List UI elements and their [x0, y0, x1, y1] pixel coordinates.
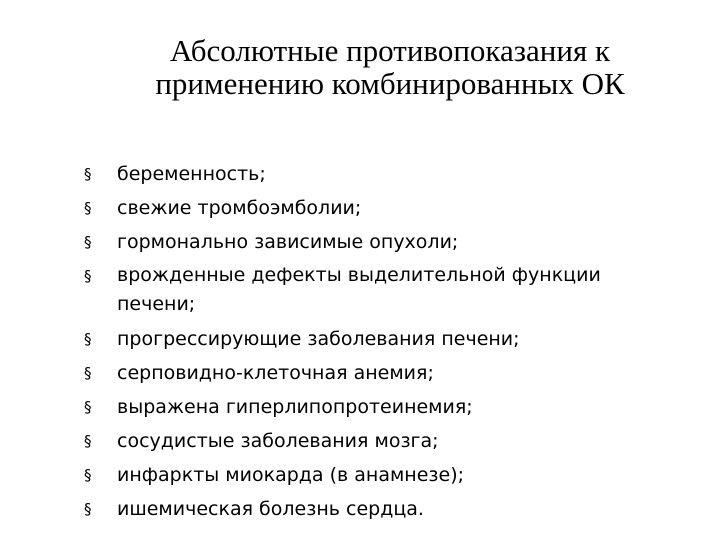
list-item	[84, 390, 694, 424]
list-item	[84, 191, 694, 225]
list-item	[84, 424, 694, 458]
list-item-text: ишемическая болезнь сердца.	[117, 498, 424, 520]
contraindications-list	[84, 157, 694, 526]
list-item-text: гормонально зависимые опухоли;	[117, 231, 459, 253]
section-bullet-icon: §	[84, 432, 92, 450]
section-bullet-icon: §	[84, 233, 92, 251]
section-bullet-icon: §	[84, 165, 92, 183]
list-item-text: прогрессирующие заболевания печени;	[117, 328, 520, 350]
list-item-text: инфаркты миокарда (в анамнезе);	[117, 464, 465, 486]
list-item	[84, 322, 694, 356]
slide-title-line-2: применению комбинированных ОК	[155, 66, 625, 101]
list-item	[84, 225, 694, 259]
section-bullet-icon: §	[84, 267, 92, 285]
list-item-text-line-1: врожденные дефекты выделительной функции	[117, 264, 601, 286]
list-item	[84, 492, 694, 526]
list-item-text	[117, 259, 694, 322]
section-bullet-icon: §	[84, 364, 92, 382]
slide-title-line-1: Абсолютные противопоказания к	[169, 33, 611, 68]
slide-title	[100, 34, 680, 100]
list-item-text: свежие тромбоэмболии;	[117, 197, 362, 219]
list-item-text-line-2: печени;	[117, 293, 196, 315]
section-bullet-icon: §	[84, 466, 92, 484]
list-item-text: серповидно-клеточная анемия;	[117, 362, 434, 384]
list-item-text: сосудистые заболевания мозга;	[117, 430, 439, 452]
section-bullet-icon: §	[84, 199, 92, 217]
list-item-text: беременность;	[117, 163, 266, 185]
section-bullet-icon: §	[84, 330, 92, 348]
list-item	[84, 458, 694, 492]
list-item	[84, 356, 694, 390]
list-item	[84, 259, 694, 322]
list-item	[84, 157, 694, 191]
list-item-text: выражена гиперлипопротеинемия;	[117, 396, 473, 418]
section-bullet-icon: §	[84, 398, 92, 416]
section-bullet-icon: §	[84, 500, 92, 518]
